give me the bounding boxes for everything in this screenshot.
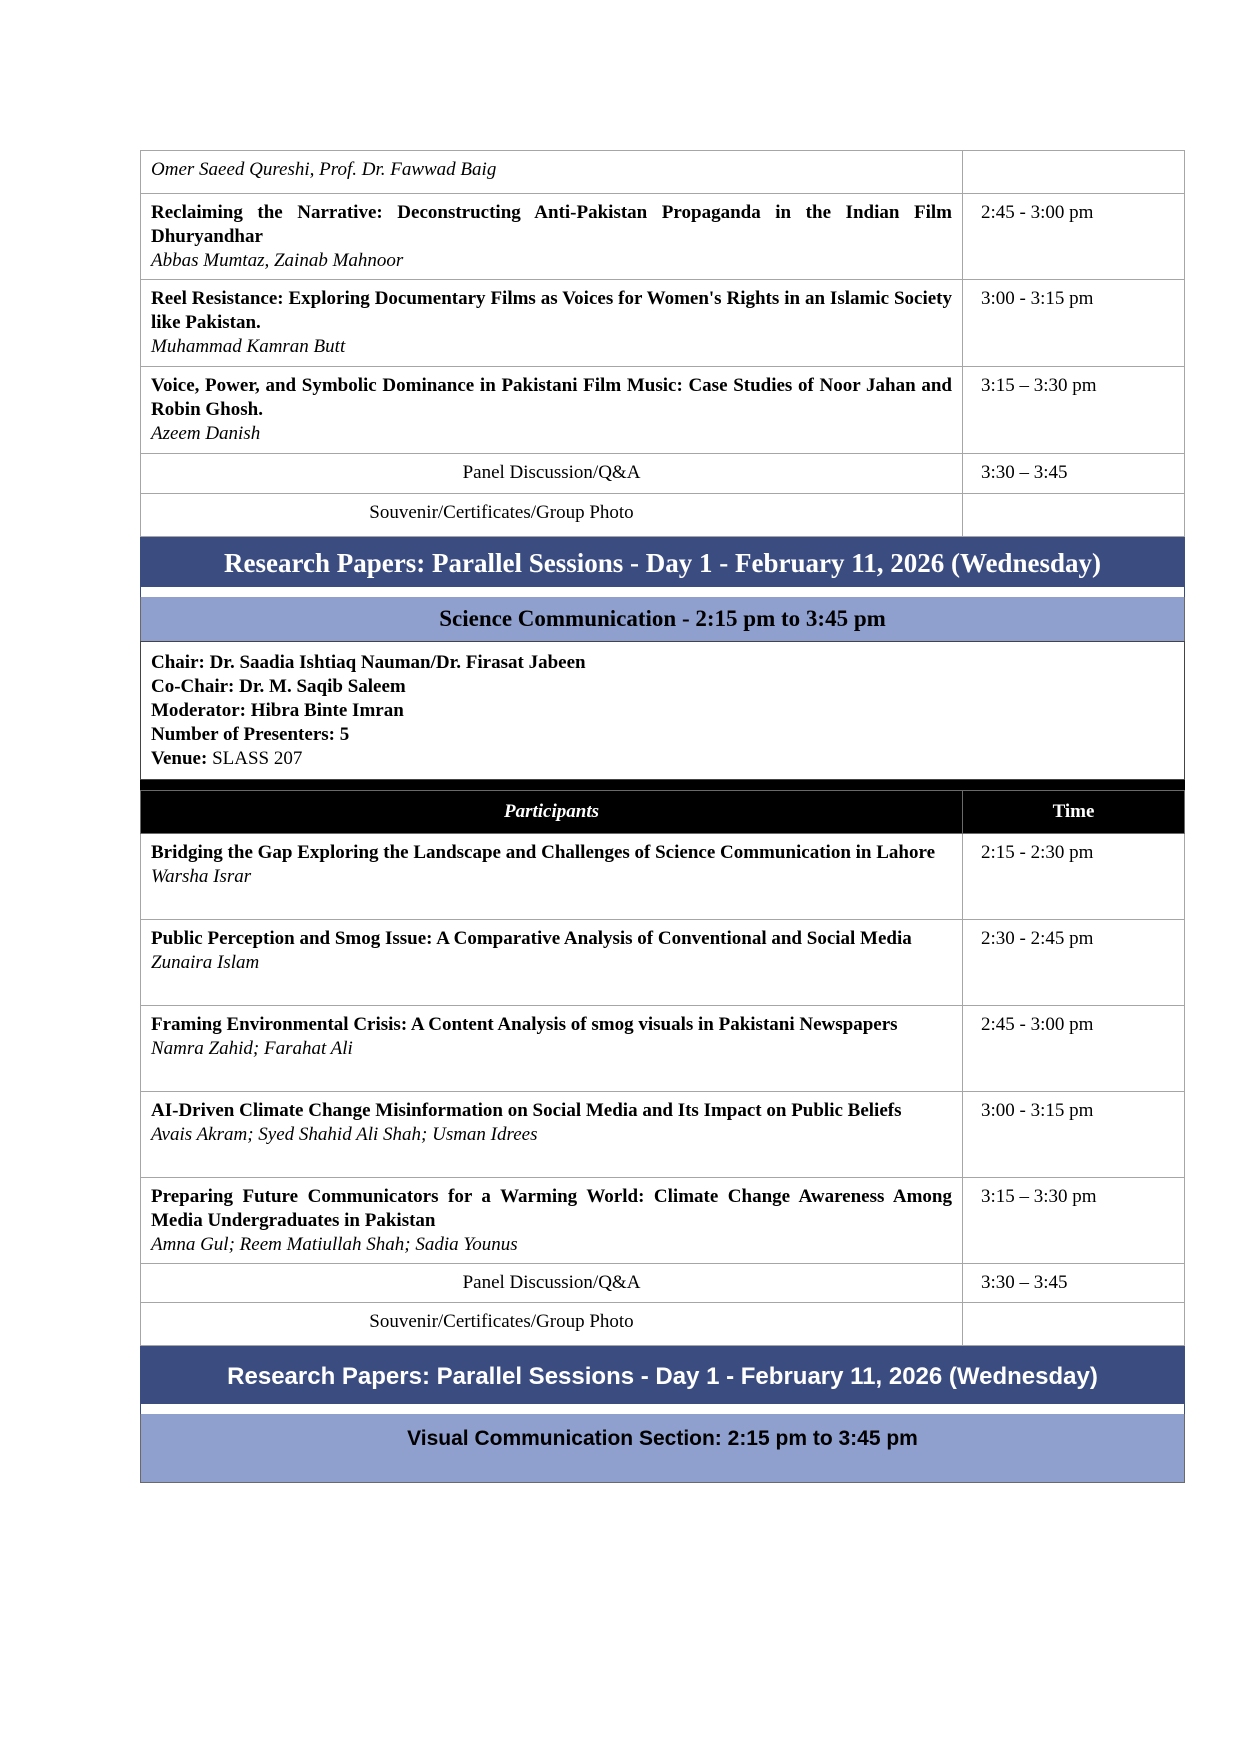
paper-time xyxy=(963,151,1184,165)
paper-authors: Abbas Mumtaz, Zainab Mahnoor xyxy=(151,250,404,271)
paper-title: Reclaiming the Narrative: Deconstructing Anti-Pakistan Propaganda in the Indian Film Dhuryandhar xyxy=(151,202,952,247)
paper-time: 3:15 – 3:30 pm xyxy=(981,375,1097,396)
table-row xyxy=(141,194,1185,280)
cochair-name: Dr. M. Saqib Saleem xyxy=(239,676,406,697)
paper-title: Preparing Future Communicators for a Warming World: Climate Change Awareness Among Media Undergraduates in Pakistan xyxy=(151,1186,952,1231)
table-header xyxy=(141,791,1185,834)
paper-title: Framing Environmental Crisis: A Content Analysis of smog visuals in Pakistani Newspapers xyxy=(151,1014,898,1035)
paper-authors: Omer Saeed Qureshi, Prof. Dr. Fawwad Baig xyxy=(151,159,497,180)
session-subtitle: Visual Communication Section: 2:15 pm to 3:45 pm xyxy=(140,1414,1185,1483)
souvenir-time xyxy=(963,1303,1184,1317)
panel-time: 3:30 – 3:45 xyxy=(981,462,1068,483)
cochair-line: Co-Chair: Dr. M. Saqib Saleem xyxy=(151,676,406,697)
paper-authors: Muhammad Kamran Butt xyxy=(151,336,346,357)
science-session-table xyxy=(140,790,1185,1346)
paper-title: AI-Driven Climate Change Misinformation on Social Media and Its Impact on Public Beliefs xyxy=(151,1100,902,1121)
table-row xyxy=(141,1006,1185,1092)
table-row xyxy=(141,280,1185,367)
souvenir-time xyxy=(963,494,1184,508)
panel-time: 3:30 – 3:45 xyxy=(981,1272,1068,1293)
session-subtitle: Science Communication - 2:15 pm to 3:45 pm xyxy=(140,597,1185,641)
paper-title: Reel Resistance: Exploring Documentary Films as Voices for Women's Rights in an Islamic Society like Pakistan. xyxy=(151,288,952,333)
paper-time: 2:15 - 2:30 pm xyxy=(981,842,1094,863)
paper-authors: Zunaira Islam xyxy=(151,952,260,973)
header-gap xyxy=(140,780,1185,790)
paper-authors: Warsha Israr xyxy=(151,866,252,887)
presenters-line: Number of Presenters: 5 xyxy=(151,724,350,745)
session-banner: Research Papers: Parallel Sessions - Day 1 - February 11, 2026 (Wednesday) xyxy=(140,537,1185,587)
banner-gap xyxy=(140,1404,1185,1414)
table-row xyxy=(141,367,1185,454)
table-row xyxy=(141,1178,1185,1264)
souvenir-label: Souvenir/Certificates/Group Photo xyxy=(369,1311,634,1332)
paper-time: 2:45 - 3:00 pm xyxy=(981,202,1094,223)
venue-line: Venue: SLASS 207 xyxy=(151,748,303,769)
session-info xyxy=(140,641,1185,780)
paper-title: Public Perception and Smog Issue: A Comparative Analysis of Conventional and Social Media xyxy=(151,928,912,949)
souvenir-row xyxy=(141,494,1185,537)
panel-label: Panel Discussion/Q&A xyxy=(462,1272,641,1293)
paper-title: Bridging the Gap Exploring the Landscape and Challenges of Science Communication in Lahore xyxy=(151,842,936,863)
panel-label: Panel Discussion/Q&A xyxy=(462,462,641,483)
paper-time: 3:15 – 3:30 pm xyxy=(981,1186,1097,1207)
presenters-count: 5 xyxy=(339,724,350,745)
souvenir-row xyxy=(141,1303,1185,1346)
paper-authors: Amna Gul; Reem Matiullah Shah; Sadia Younus xyxy=(151,1234,518,1255)
paper-authors: Azeem Danish xyxy=(151,423,261,444)
table-row xyxy=(141,920,1185,1006)
paper-time: 3:00 - 3:15 pm xyxy=(981,288,1094,309)
schedule-document xyxy=(140,150,1185,1483)
previous-session-table xyxy=(140,150,1185,537)
moderator-name: Hibra Binte Imran xyxy=(250,700,404,721)
paper-title: Voice, Power, and Symbolic Dominance in Pakistani Film Music: Case Studies of Noor Jahan and Robin Ghosh. xyxy=(151,375,952,420)
venue-value: SLASS 207 xyxy=(212,748,303,769)
paper-authors: Namra Zahid; Farahat Ali xyxy=(151,1038,353,1059)
time-header: Time xyxy=(963,791,1185,834)
souvenir-label: Souvenir/Certificates/Group Photo xyxy=(369,502,634,523)
banner-gap xyxy=(140,587,1185,597)
session-banner: Research Papers: Parallel Sessions - Day 1 - February 11, 2026 (Wednesday) xyxy=(140,1346,1185,1404)
panel-row xyxy=(141,454,1185,494)
table-row xyxy=(141,1092,1185,1178)
panel-row xyxy=(141,1264,1185,1303)
paper-time: 2:30 - 2:45 pm xyxy=(981,928,1094,949)
paper-time: 3:00 - 3:15 pm xyxy=(981,1100,1094,1121)
table-row xyxy=(141,834,1185,920)
paper-authors: Avais Akram; Syed Shahid Ali Shah; Usman Idrees xyxy=(151,1124,538,1145)
chair-name: Dr. Saadia Ishtiaq Nauman/Dr. Firasat Jabeen xyxy=(209,652,586,673)
table-row xyxy=(141,151,1185,194)
moderator-line: Moderator: Hibra Binte Imran xyxy=(151,700,404,721)
chair-line: Chair: Dr. Saadia Ishtiaq Nauman/Dr. Firasat Jabeen xyxy=(151,652,586,673)
paper-time: 2:45 - 3:00 pm xyxy=(981,1014,1094,1035)
participants-header: Participants xyxy=(141,791,963,834)
